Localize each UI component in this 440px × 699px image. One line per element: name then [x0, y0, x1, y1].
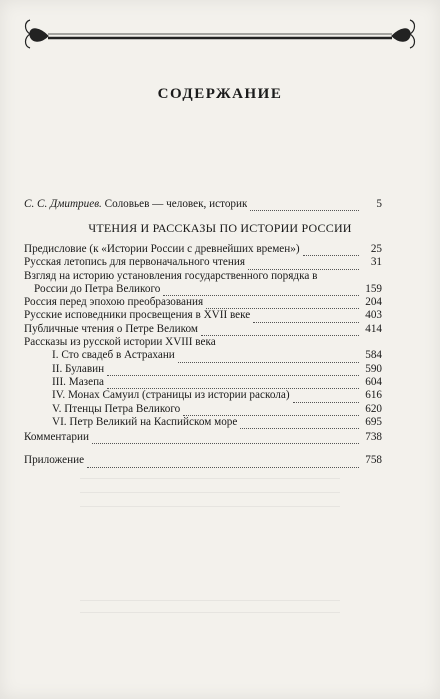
intro-entry: [24, 198, 382, 211]
toc-row: Россия перед эпохою преобразования 204: [24, 296, 382, 309]
toc-row: Публичные чтения о Петре Великом 414: [24, 322, 382, 335]
toc-subrow: VI. Петр Великий на Каспийском море 695: [52, 415, 382, 428]
toc-subrow: IV. Монах Самуил (страницы из истории раскола) 616: [52, 389, 382, 402]
toc-row: Комментарии 738: [24, 431, 382, 443]
intro-title: Соловьев — человек, историк: [104, 198, 248, 210]
toc-back-list: [24, 431, 382, 468]
toc-row: Русская летопись для первоначального чтения 31: [24, 256, 382, 269]
page-number: 5: [376, 198, 382, 210]
toc-subrow: II. Булавин 590: [52, 362, 382, 375]
page-title: СОДЕРЖАНИЕ: [157, 86, 283, 102]
toc-row: Предисловие (к «Истории России с древнейших времен») 25: [24, 243, 382, 255]
toc-row: Приложение 758: [24, 454, 382, 467]
toc-main-list: [24, 243, 382, 429]
toc-subrow: III. Мазепа 604: [52, 375, 382, 388]
section-heading: ЧТЕНИЯ И РАССКАЗЫ ПО ИСТОРИИ РОССИИ: [88, 221, 352, 235]
intro-author: С. С. Дмитриев.: [24, 198, 102, 210]
toc-sublist: [24, 349, 382, 429]
toc-row: Рассказы из русской истории XVIII века: [24, 336, 216, 349]
toc-subrow: V. Птенцы Петра Великого 620: [52, 402, 382, 415]
toc-subrow: I. Сто свадеб в Астрахани 584: [52, 349, 382, 362]
toc-row-multiline: Взгляд на историю установления государственного порядка в России до Петра Великого 159: [24, 269, 382, 295]
toc-row: [24, 198, 382, 211]
header-ornament-icon: [0, 0, 440, 60]
toc-row: Русские исповедники просвещения в XVII веке 403: [24, 309, 382, 322]
